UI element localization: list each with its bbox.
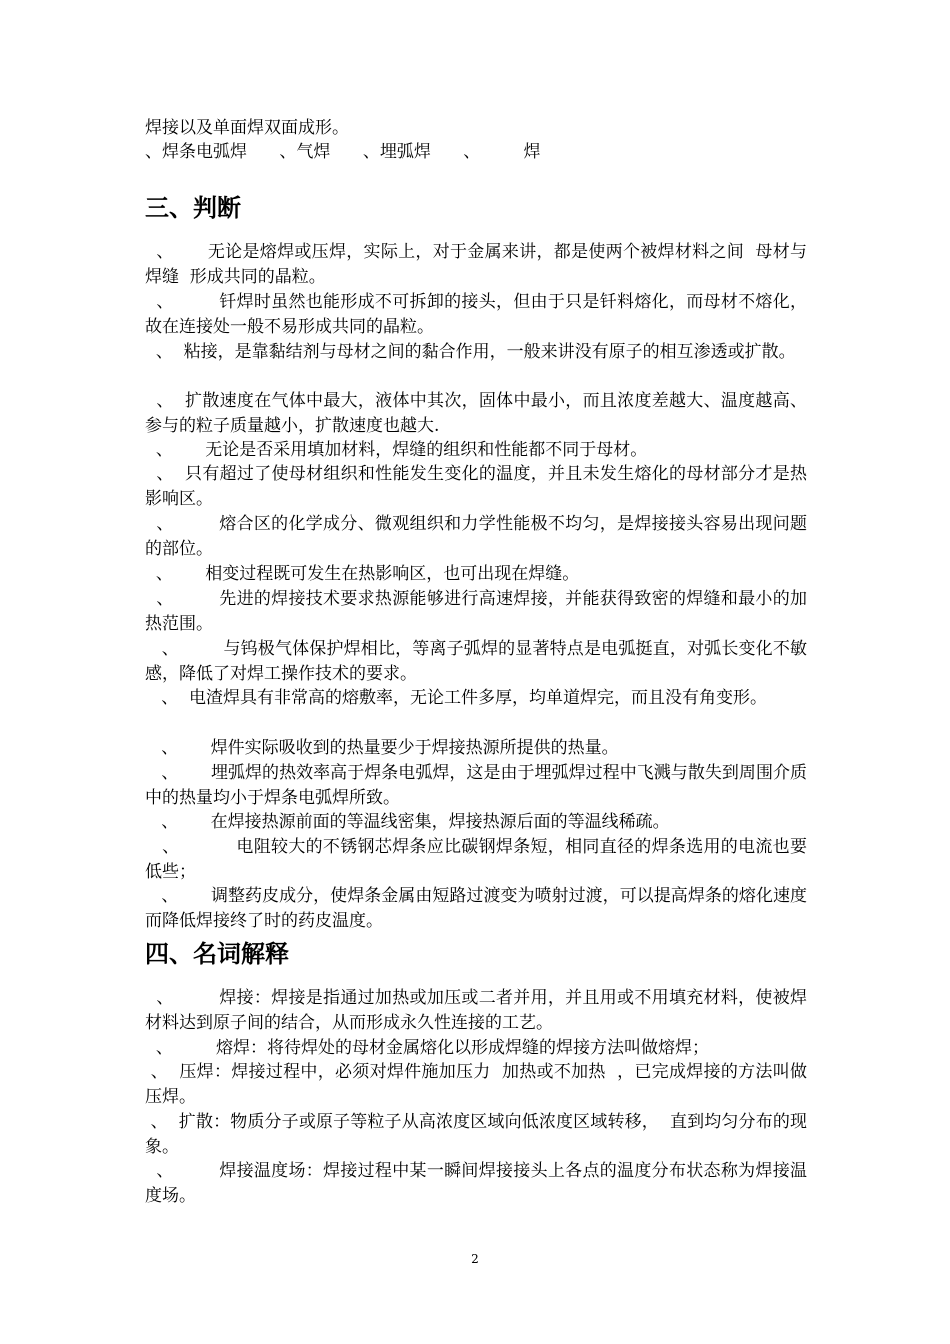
page-number: 2 — [471, 1252, 479, 1266]
judgment-item: 、 电渣焊具有非常高的熔敷率，无论工件多厚，均单道焊完，而且没有角变形。 — [145, 688, 768, 708]
definition-item: 、 焊接温度场：焊接过程中某一瞬间焊接接头上各点的温度分布状态称为焊接温度场。 — [145, 1161, 807, 1206]
judgment-item: 、 粘接，是靠黏结剂与母材之间的黏合作用，一般来讲没有原子的相互渗透或扩散。 — [145, 342, 796, 362]
section-title-definitions: 四、名词解释 — [145, 939, 289, 968]
judgment-item: 、 先进的焊接技术要求热源能够进行高速焊接，并能获得致密的焊缝和最小的加热范围。 — [145, 589, 807, 634]
continued-text-line: 焊接以及单面焊双面成形。 — [145, 118, 349, 138]
judgment-item: 、 与钨极气体保护焊相比，等离子弧焊的显著特点是电弧挺直，对弧长变化不敏感，降低了对焊工操作技术的要求。 — [145, 639, 807, 684]
judgment-item: 、 电阻较大的不锈钢芯焊条应比碳钢焊条短，相同直径的焊条选用的电流也要低些； — [145, 837, 807, 882]
judgment-item: 、 熔合区的化学成分、微观组织和力学性能极不均匀，是焊接接头容易出现问题的部位。 — [145, 514, 807, 559]
welding-methods-line: 、焊条电弧焊 、气焊 、埋弧焊 、 焊 — [145, 142, 541, 162]
judgment-item: 、 相变过程既可发生在热影响区，也可出现在焊缝。 — [145, 564, 580, 584]
judgment-item: 、 焊件实际吸收到的热量要少于焊接热源所提供的热量。 — [145, 738, 619, 758]
section-title-judgment: 三、判断 — [145, 193, 241, 222]
judgment-item: 、 埋弧焊的热效率高于焊条电弧焊，这是由于埋弧焊过程中飞溅与散失到周围介质中的热量均小于焊条电弧焊所致。 — [145, 763, 808, 808]
judgment-item: 、 钎焊时虽然也能形成不可拆卸的接头，但由于只是钎料熔化，而母材不熔化，故在连接处一般不易形成共同的晶粒。 — [145, 292, 807, 337]
judgment-item: 、 在焊接热源前面的等温线密集，焊接热源后面的等温线稀疏。 — [145, 812, 670, 832]
definition-item: 、 熔焊：将待焊处的母材金属熔化以形成焊缝的焊接方法叫做熔焊； — [145, 1038, 710, 1058]
judgment-item: 、 无论是熔焊或压焊，实际上，对于金属来讲，都是使两个被焊材料之间 母材与焊缝 形成共同的晶粒。 — [145, 242, 807, 287]
judgment-item: 、 无论是否采用填加材料，焊缝的组织和性能都不同于母材。 — [145, 440, 648, 460]
judgment-item: 、 只有超过了使母材组织和性能发生变化的温度，并且未发生熔化的母材部分才是热影响区。 — [145, 464, 808, 509]
judgment-item: 、 调整药皮成分，使焊条金属由短路过渡变为喷射过渡，可以提高焊条的熔化速度而降低焊接终了时的药皮温度。 — [145, 886, 808, 931]
judgment-item: 、 扩散速度在气体中最大，液体中其次，固体中最小，而且浓度差越大、温度越高、参与的粒子质量越小，扩散速度也越大. — [145, 391, 808, 436]
definition-item: 、 扩散：物质分子或原子等粒子从高浓度区域向低浓度区域转移， 直到均匀分布的现象。 — [145, 1112, 807, 1157]
definition-item: 、 压焊：焊接过程中，必须对焊件施加压力 加热或不加热 ，已完成焊接的方法叫做压焊。 — [145, 1062, 808, 1107]
definition-item: 、 焊接：焊接是指通过加热或加压或二者并用，并且用或不用填充材料，使被焊材料达到原子间的结合，从而形成永久性连接的工艺。 — [145, 988, 807, 1033]
